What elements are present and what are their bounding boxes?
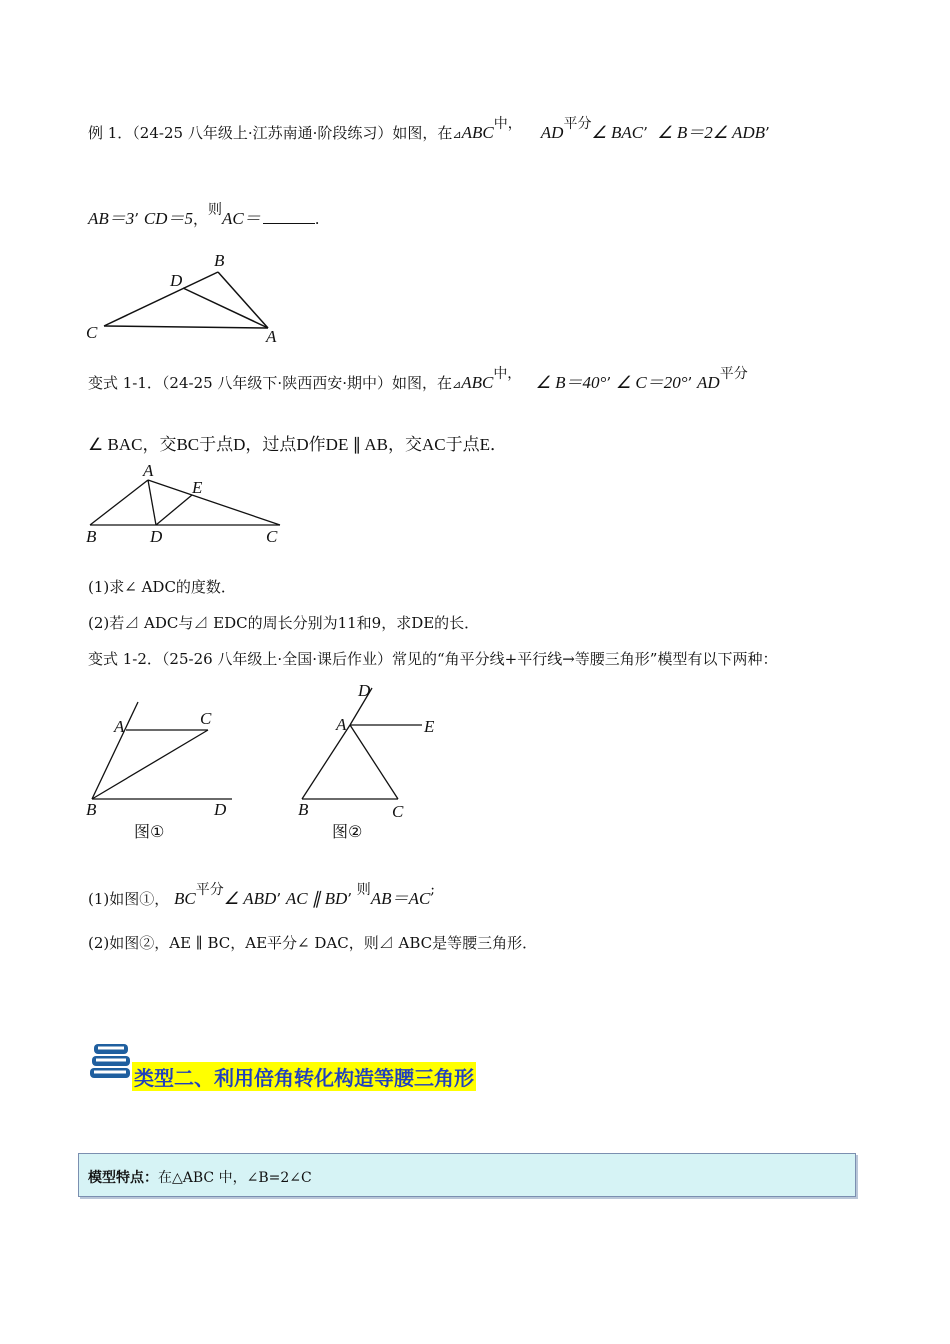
figure-3-model-1 (80, 700, 250, 845)
figure-4-model-2 (290, 680, 450, 845)
math-angle-bac: ∠ BAC (591, 123, 644, 142)
label-d: D (150, 527, 163, 546)
math-ab-equals-ac: AB＝AC (370, 889, 431, 908)
label-d: D (358, 681, 371, 700)
label-e: E (192, 478, 203, 497)
label-b: B (298, 800, 309, 819)
answer-blank[interactable] (263, 211, 315, 224)
period: . (314, 210, 320, 228)
variant-1-1-question-1: (1)求∠ ADC的度数． (88, 578, 236, 596)
variant-1-1-line-1: 变式 1-1．（24-25 八年级下·陕西西安·期中）如图，在⊿ABC中， ∠ B＝40°’ ∠ C＝20°’ AD平分 (88, 366, 748, 392)
text-zhong: 中， (493, 116, 522, 132)
label-a: A (336, 715, 347, 734)
text-zhong: 中， (493, 366, 522, 382)
variant-1-2-question-2: (2)如图②，AE ∥ BC，AE平分∠ DAC，则⊿ ABC是等腰三角形． (88, 934, 538, 952)
text-pingfen: 平分 (719, 366, 748, 382)
label-c: C (86, 323, 98, 342)
text-pingfen: 平分 (563, 116, 592, 132)
comma: ’ (765, 124, 770, 142)
example-1-intro: 例 1．（24-25 八年级上·江苏南通·阶段练习）如图，在 (88, 124, 453, 142)
figure-1-triangle (80, 248, 290, 348)
math-abc: ABC (461, 123, 494, 142)
math-abc: ABC (461, 373, 494, 392)
caption-figure-2: 图② (332, 822, 363, 841)
math-ad: AD (540, 123, 564, 142)
math-ad: AD (697, 373, 720, 392)
math-ac: AC＝ (221, 209, 261, 228)
triangle-symbol: ⊿ (451, 378, 462, 391)
model-feature-box (78, 1153, 856, 1197)
label-a: A (266, 327, 277, 346)
variant-1-2-question-1: (1)如图①， BC平分∠ ABD’ AC ∥ BD’ 则AB＝AC; (88, 882, 436, 908)
label-e: E (424, 717, 435, 736)
text-ze: 则 (207, 202, 222, 218)
comma: ’ (643, 124, 648, 142)
label-d: D (170, 271, 183, 290)
figure-2-triangle (80, 462, 290, 548)
math-angle-c: ∠ C＝20° (615, 373, 688, 392)
variant-1-2-intro: 变式 1-2．（25-26 八年级上·全国·课后作业）常见的“角平分线+平行线→等腰三角形”模型有以下两种： (88, 650, 778, 668)
caption-figure-1: 图① (134, 822, 165, 841)
label-a: A (114, 717, 125, 736)
question-1-prefix: (1)如图①， (88, 890, 170, 908)
math-ac-parallel-bd: AC ∥ BD (285, 889, 348, 908)
example-1-line-1 (88, 118, 770, 143)
triangle-symbol: ⊿ (452, 128, 462, 141)
model-feature-label: 模型特点： (88, 1170, 158, 1186)
label-c: C (200, 709, 212, 728)
math-angle-abd: ∠ ABD (223, 889, 277, 908)
section-title: 类型二、利用倍角转化构造等腰三角形 (132, 1062, 476, 1091)
label-c: C (392, 802, 404, 821)
math-angle-b: ∠ B＝40° (535, 373, 607, 392)
example-1-line-2: AB＝3’ CD＝5，则AC＝ . (88, 202, 320, 228)
label-d: D (214, 800, 227, 819)
label-a: A (143, 462, 154, 480)
label-b: B (214, 251, 225, 270)
label-b: B (86, 800, 97, 819)
math-angle-b: ∠ B＝2∠ ADB (657, 123, 765, 142)
math-cd-value: CD＝5 (143, 209, 193, 228)
math-ab-value: AB＝3 (88, 209, 135, 228)
text-pingfen: 平分 (195, 882, 224, 898)
variant-1-1-line-2: ∠ BAC，交BC于点D，过点D作DE ∥ AB，交AC于点E． (88, 435, 508, 454)
books-icon (88, 1040, 134, 1082)
variant-1-1-intro: 变式 1-1．（24-25 八年级下·陕西西安·期中）如图，在 (88, 374, 452, 392)
model-feature-text: 在△ABC 中，∠B=2∠C (158, 1170, 312, 1186)
text-ze: 则 (356, 882, 371, 898)
math-bc: BC (174, 889, 196, 908)
label-b: B (86, 527, 97, 546)
semicolon: ; (430, 882, 436, 898)
label-c: C (266, 527, 278, 546)
variant-1-1-question-2: (2)若⊿ ADC与⊿ EDC的周长分别为11和9，求DE的长． (88, 614, 480, 632)
